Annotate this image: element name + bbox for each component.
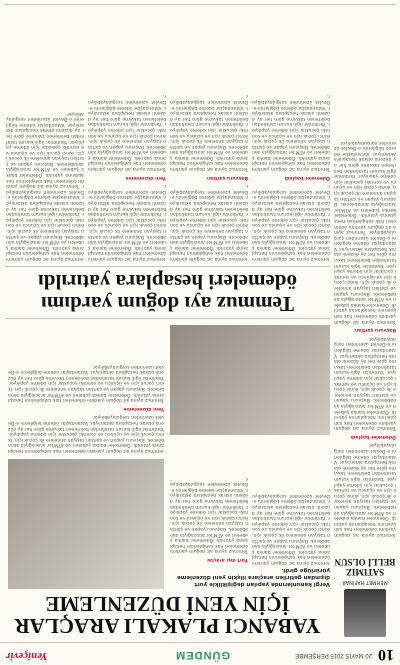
text-column — [334, 12, 396, 537]
subhead: Yeni düzenleme — [125, 174, 166, 180]
author-box — [334, 542, 396, 637]
newspaper-logo: Yeniçevir — [6, 650, 48, 662]
column-text: Temmuz ayına ait doğum yardımı ödemeleri hak sahiplerinin hesaplarına yatırıldı. Ödemeler banka şubeleri ve ATM'ler aracılığıyla alınabilecek. Başvuru yapan ve şartları taşıyan annelere ilk çocuk için, ikinci çocuk için ve üçüncü ve sonraki çocuklar için ödeme yapılıyor. Yardımlar ilgili kurum tarafından belirlenen takvime göre her ay düzenli olarak hesaplara aktarılıyor. Vatandaşlar ödeme bilgilerini e-Devlet üzerinden sorgulayabiliyor. — [252, 487, 330, 565]
column-text: Temmuz ayına ait doğum yardımı ödemeleri hak sahiplerinin hesaplarına yatırıldı. Ödemeler banka şubeleri ve ATM'ler aracılığıyla alınabilecek. Başvuru yapan ve şartları taşıyan annelere ilk çocuk için, ikinci çocuk için ve üçüncü ve sonraki çocuklar için ödeme yapılıyor. Yardımlar ilgili kurum tarafından belirlenen takvime göre her ay düzenli olarak hesaplara aktarılıyor. Vatandaşlar ödeme bilgilerini e-Devlet üzerinden sorgulayabiliyor. — [8, 414, 164, 453]
text-column — [252, 443, 330, 565]
column-text: Temmuz ayına ait doğum yardımı ödemeleri hak sahiplerinin hesaplarına yatırıldı. Ödemeler banka şubeleri ve ATM'ler aracılığıyla alınabilecek. Başvuru yapan ve şartları taşıyan annelere ilk çocuk için, ikinci çocuk için ve üçüncü ve sonraki çocuklar için ödeme yapılıyor. Yardımlar ilgili kurum tarafından belirlenen takvime göre her ay düzenli olarak hesaplara aktarılıyor. Vatandaşlar ödeme bilgilerini e-Devlet üzerinden sorgulayabiliyor. — [252, 93, 330, 172]
page-number: 10 — [378, 646, 394, 663]
subhead: Ödemeler başladı — [284, 174, 330, 180]
subhead: Başvuru şartları — [354, 327, 396, 333]
headline-main: YABANCI PLAKALI ARAÇLAR İÇİN YENİ DÜZENLEME — [14, 592, 321, 638]
text-column — [88, 11, 166, 261]
subhead: Başvuru şartları — [206, 174, 248, 180]
column-text: Temmuz ayına ait doğum yardımı ödemeleri hak sahiplerinin hesaplarına yatırıldı. Ödemeler banka şubeleri ve ATM'ler aracılığıyla alınabilecek. Başvuru yapan ve şartları taşıyan annelere ilk çocuk için, ikinci çocuk için ve üçüncü ve sonraki çocuklar için ödeme yapılıyor. Yardımlar ilgili kurum tarafından belirlenen takvime göre her ay düzenli olarak hesaplara aktarılıyor. Vatandaşlar ödeme bilgilerini e-Devlet üzerinden sorgulayabiliyor. — [170, 93, 248, 172]
text-column — [170, 443, 248, 565]
author-name: MEHMET HAFÍNAR — [342, 579, 388, 585]
text-column — [170, 11, 248, 261]
column-text: Temmuz ayına ait doğum yardımı ödemeleri hak sahiplerinin hesaplarına yatırıldı. Ödemeler banka şubeleri ve ATM'ler aracılığıyla alınabilecek. Başvuru yapan ve şartları taşıyan annelere ilk çocuk için, ikinci çocuk için ve üçüncü ve sonraki çocuklar için ödeme yapılıyor. Yardımlar ilgili kurum tarafından belirlenen takvime göre her ay düzenli olarak hesaplara aktarılıyor. Vatandaşlar ödeme bilgilerini e-Devlet üzerinden sorgulayabiliyor. — [6, 183, 84, 261]
column-text: Temmuz ayına ait doğum yardımı ödemeleri hak sahiplerinin hesaplarına yatırıldı. Ödemeler banka şubeleri ve ATM'ler aracılığıyla alınabilecek. Başvuru yapan ve şartları taşıyan annelere ilk çocuk için, ikinci çocuk için ve üçüncü ve sonraki çocuklar için ödeme yapılıyor. Yardımlar ilgili kurum tarafından belirlenen takvime göre her ay düzenli olarak hesaplara aktarılıyor. Vatandaşlar ödeme bilgilerini e-Devlet üzerinden sorgulayabiliyor. — [170, 183, 248, 261]
footer-rule — [4, 4, 396, 5]
column-text: Temmuz ayına ait doğum yardımı ödemeleri hak sahiplerinin hesaplarına yatırıldı. Ödemeler banka şubeleri ve ATM'ler aracılığıyla alınabilecek. Başvuru yapan ve şartları taşıyan annelere ilk çocuk için, ikinci çocuk için ve üçüncü ve sonraki çocuklar için ödeme yapılıyor. Yardımlar ilgili kurum tarafından belirlenen takvime göre her ay düzenli olarak hesaplara aktarılıyor. Vatandaşlar ödeme bilgilerini e-Devlet üzerinden sorgulayabiliyor. — [334, 139, 396, 235]
subhead: Ödemeler başladı — [350, 433, 396, 439]
issue-date: 20 MAYIS 2015 PERŞEMBE — [295, 652, 372, 658]
column-text: Temmuz ayına ait doğum yardımı ödemeleri hak sahiplerinin hesaplarına yatırıldı. Ödemeler banka şubeleri ve ATM'ler aracılığıyla alınabilecek. Başvuru yapan ve şartları taşıyan annelere ilk çocuk için, ikinci çocuk için ve üçüncü ve sonraki çocuklar için ödeme yapılıyor. Yardımlar ilgili kurum tarafından belirlenen takvime göre her ay düzenli olarak hesaplara aktarılıyor. Vatandaşlar ödeme bilgilerini e-Devlet üzerinden sorgulayabiliyor. — [6, 110, 84, 189]
column-text: Temmuz ayına ait doğum yardımı ödemeleri hak sahiplerinin hesaplarına yatırıldı. Ödemeler banka şubeleri ve ATM'ler aracılığıyla alınabilecek. Başvuru yapan ve şartları taşıyan annelere ilk çocuk için, ikinci çocuk için ve üçüncü ve sonraki çocuklar için ödeme yapılıyor. Yardımlar ilgili kurum tarafından belirlenen takvime göre her ay düzenli olarak hesaplara aktarılıyor. Vatandaşlar ödeme bilgilerini e-Devlet üzerinden sorgulayabiliyor. — [334, 229, 396, 324]
article-deck: Vergi kanunlarında yapılan değişiklikle yurt dışından getirilen araçlara ilişkin yeni düzenleme yürürlüğe girdi. — [176, 567, 330, 587]
page-header — [0, 642, 400, 665]
news-photo — [170, 325, 330, 435]
headline-secondary: Temmuz ayı doğum yardımı ödemeleri hesaplara yatırıldı — [38, 270, 297, 316]
column-title: SATIMIZ BELLİ OLSUN — [334, 557, 396, 577]
text-column — [8, 323, 164, 453]
column-text: Temmuz ayına ait doğum yardımı ödemeleri hak sahiplerinin hesaplarına yatırıldı. Ödemeler banka şubeleri ve ATM'ler aracılığıyla alınabilecek. Başvuru yapan ve şartları taşıyan annelere ilk çocuk için, ikinci çocuk için ve üçüncü ve sonraki çocuklar için ödeme yapılıyor. Yardımlar ilgili kurum tarafından belirlenen takvime göre her ay düzenli olarak hesaplara aktarılıyor. Vatandaşlar ödeme bilgilerini e-Devlet üzerinden sorgulayabiliyor. — [88, 93, 166, 172]
column-text: Temmuz ayına ait doğum yardımı ödemeleri hak sahiplerinin hesaplarına yatırıldı. Ödemeler banka şubeleri ve ATM'ler aracılığıyla alınabilecek. Başvuru yapan ve şartları taşıyan annelere ilk çocuk için, ikinci çocuk için ve üçüncü ve sonraki çocuklar için ödeme yapılıyor. Yardımlar ilgili kurum tarafından belirlenen takvime göre her ay düzenli olarak hesaplara aktarılıyor. Vatandaşlar ödeme bilgilerini e-Devlet üzerinden sorgulayabiliyor. — [334, 442, 396, 537]
column-text: Temmuz ayına ait doğum yardımı ödemeleri hak sahiplerinin hesaplarına yatırıldı. Ödemeler banka şubeleri ve ATM'ler aracılığıyla alınabilecek. Başvuru yapan ve şartları taşıyan annelere ilk çocuk için, ikinci çocuk için ve üçüncü ve sonraki çocuklar için ödeme yapılıyor. Yardımlar ilgili kurum tarafından belirlenen takvime göre her ay düzenli olarak hesaplara aktarılıyor. Vatandaşlar ödeme bilgilerini e-Devlet üzerinden sorgulayabiliyor. — [8, 363, 164, 403]
column-text: Temmuz ayına ait doğum yardımı ödemeleri hak sahiplerinin hesaplarına yatırıldı. Ödemeler banka şubeleri ve ATM'ler aracılığıyla alınabilecek. Başvuru yapan ve şartları taşıyan annelere ilk çocuk için, ikinci çocuk için ve üçüncü ve sonraki çocuklar için ödeme yapılıyor. Yardımlar ilgili kurum tarafından belirlenen takvime göre her ay düzenli olarak hesaplara aktarılıyor. Vatandaşlar ödeme bilgilerini e-Devlet üzerinden sorgulayabiliyor. — [170, 475, 248, 554]
subhead: Yurt dışı araçlar — [206, 557, 248, 562]
section-title: GÜNDEM — [175, 649, 230, 661]
divider — [5, 318, 330, 319]
column-text: Temmuz ayına ait doğum yardımı ödemeleri hak sahiplerinin hesaplarına yatırıldı. Ödemeler banka şubeleri ve ATM'ler aracılığıyla alınabilecek. Başvuru yapan ve şartları taşıyan annelere ilk çocuk için, ikinci çocuk için ve üçüncü ve sonraki çocuklar için ödeme yapılıyor. Yardımlar ilgili kurum tarafından belirlenen takvime göre her ay düzenli olarak hesaplara aktarılıyor. Vatandaşlar ödeme bilgilerini e-Devlet üzerinden sorgulayabiliyor. — [334, 335, 396, 431]
divider — [5, 266, 330, 267]
column-text: Temmuz ayına ait doğum yardımı ödemeleri hak sahiplerinin hesaplarına yatırıldı. Ödemeler banka şubeleri ve ATM'ler aracılığıyla alınabilecek. Başvuru yapan ve şartları taşıyan annelere ilk çocuk için, ikinci çocuk için ve üçüncü ve sonraki çocuklar için ödeme yapılıyor. Yardımlar ilgili kurum tarafından belirlenen takvime göre her ay düzenli olarak hesaplara aktarılıyor. Vatandaşlar ödeme bilgilerini e-Devlet üzerinden sorgulayabiliyor. — [252, 183, 330, 261]
text-column — [6, 11, 84, 261]
news-photo — [8, 459, 164, 589]
subhead: Yeni düzenleme — [123, 405, 164, 411]
column-text: Temmuz ayına ait doğum yardımı ödemeleri hak sahiplerinin hesaplarına yatırıldı. Ödemeler banka şubeleri ve ATM'ler aracılığıyla alınabilecek. Başvuru yapan ve şartları taşıyan annelere ilk çocuk için, ikinci çocuk için ve üçüncü ve sonraki çocuklar için ödeme yapılıyor. Yardımlar ilgili kurum tarafından belirlenen takvime göre her ay düzenli olarak hesaplara aktarılıyor. Vatandaşlar ödeme bilgilerini e-Devlet üzerinden sorgulayabiliyor. — [88, 183, 166, 261]
author-photo — [344, 589, 386, 637]
text-column — [252, 11, 330, 261]
